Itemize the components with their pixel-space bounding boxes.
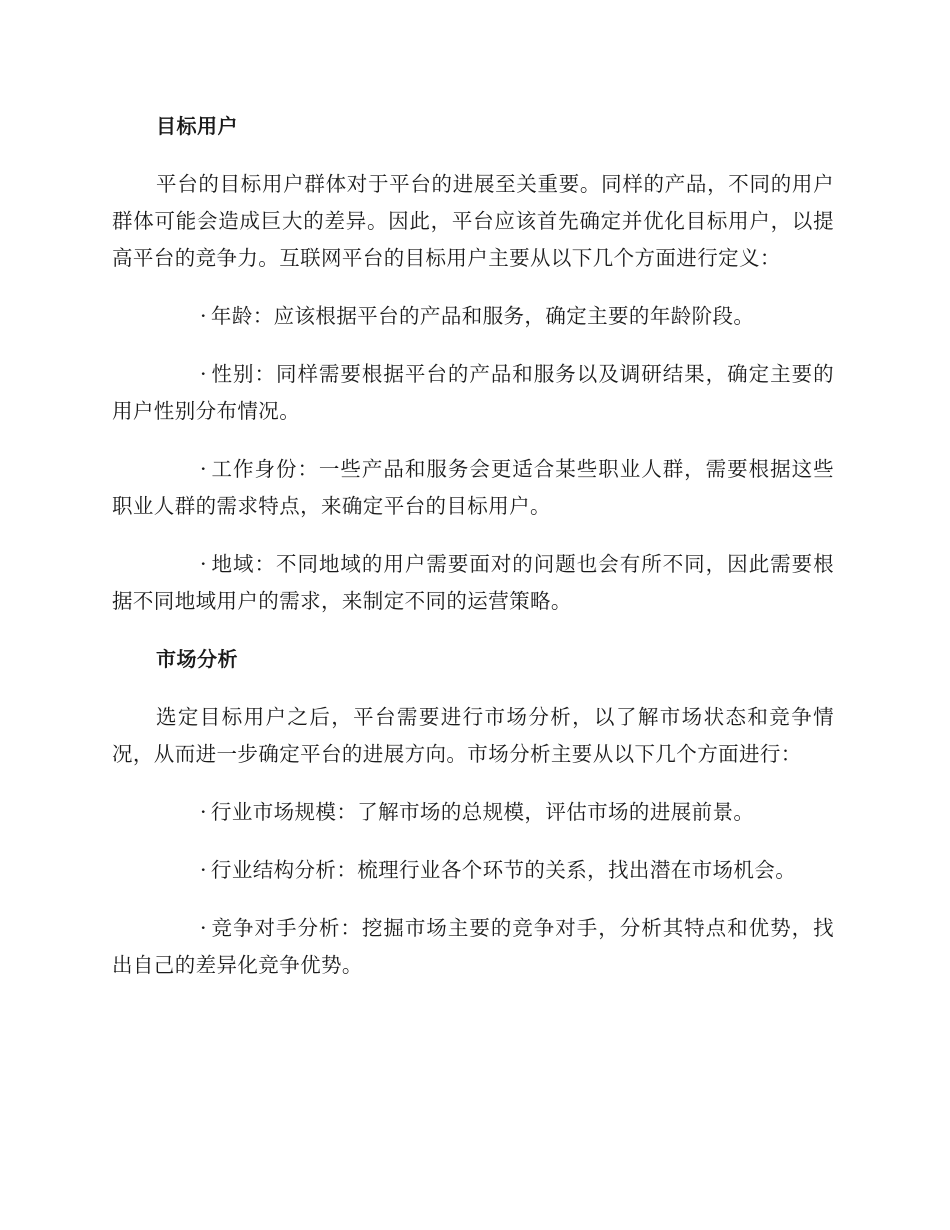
bullet-dot-icon: · bbox=[200, 457, 207, 481]
bullet-text: 性别：同样需要根据平台的产品和服务以及调研结果，确定主要的用户性别分布情况。 bbox=[112, 362, 834, 423]
bullet-dot-icon: · bbox=[200, 304, 207, 328]
section-intro-market-analysis: 选定目标用户之后，平台需要进行市场分析，以了解市场状态和竞争情况，从而进一步确定平台的进展方向。市场分析主要从以下几个方面进行： bbox=[112, 705, 834, 766]
bullet-item-region bbox=[112, 546, 834, 620]
section-heading-market-analysis: 市场分析 bbox=[156, 647, 238, 671]
bullet-text: 行业结构分析：梳理行业各个环节的关系，找出潜在市场机会。 bbox=[210, 858, 797, 882]
bullet-dot-icon: · bbox=[200, 858, 207, 882]
bullet-item-age bbox=[112, 298, 834, 335]
bullet-dot-icon: · bbox=[200, 552, 207, 576]
bullet-text: 竞争对手分析：挖掘市场主要的竞争对手，分析其特点和优势，找出自己的差异化竞争优势。 bbox=[112, 916, 834, 977]
bullet-dot-icon: · bbox=[200, 362, 207, 386]
bullet-dot-icon: · bbox=[200, 800, 207, 824]
bullet-text: 行业市场规模：了解市场的总规模，评估市场的进展前景。 bbox=[210, 800, 755, 824]
bullet-text: 地域：不同地域的用户需要面对的问题也会有所不同，因此需要根据不同地域用户的需求，来制定不同的运营策略。 bbox=[112, 552, 834, 613]
document-body bbox=[112, 108, 834, 1005]
bullet-item-industry-structure bbox=[112, 852, 834, 889]
bullet-item-competitor-analysis bbox=[112, 910, 834, 984]
section-intro-target-users: 平台的目标用户群体对于平台的进展至关重要。同样的产品，不同的用户群体可能会造成巨大的差异。因此，平台应该首先确定并优化目标用户，以提高平台的竞争力。互联网平台的目标用户主要从以下几个方面进行定义： bbox=[112, 172, 834, 270]
bullet-item-occupation bbox=[112, 451, 834, 525]
bullet-item-gender bbox=[112, 356, 834, 430]
section-heading-target-users: 目标用户 bbox=[156, 114, 238, 138]
bullet-dot-icon: · bbox=[200, 916, 207, 940]
bullet-text: 年龄：应该根据平台的产品和服务，确定主要的年龄阶段。 bbox=[210, 304, 755, 328]
bullet-item-market-size bbox=[112, 794, 834, 831]
bullet-text: 工作身份：一些产品和服务会更适合某些职业人群，需要根据这些职业人群的需求特点，来确定平台的目标用户。 bbox=[112, 457, 834, 518]
